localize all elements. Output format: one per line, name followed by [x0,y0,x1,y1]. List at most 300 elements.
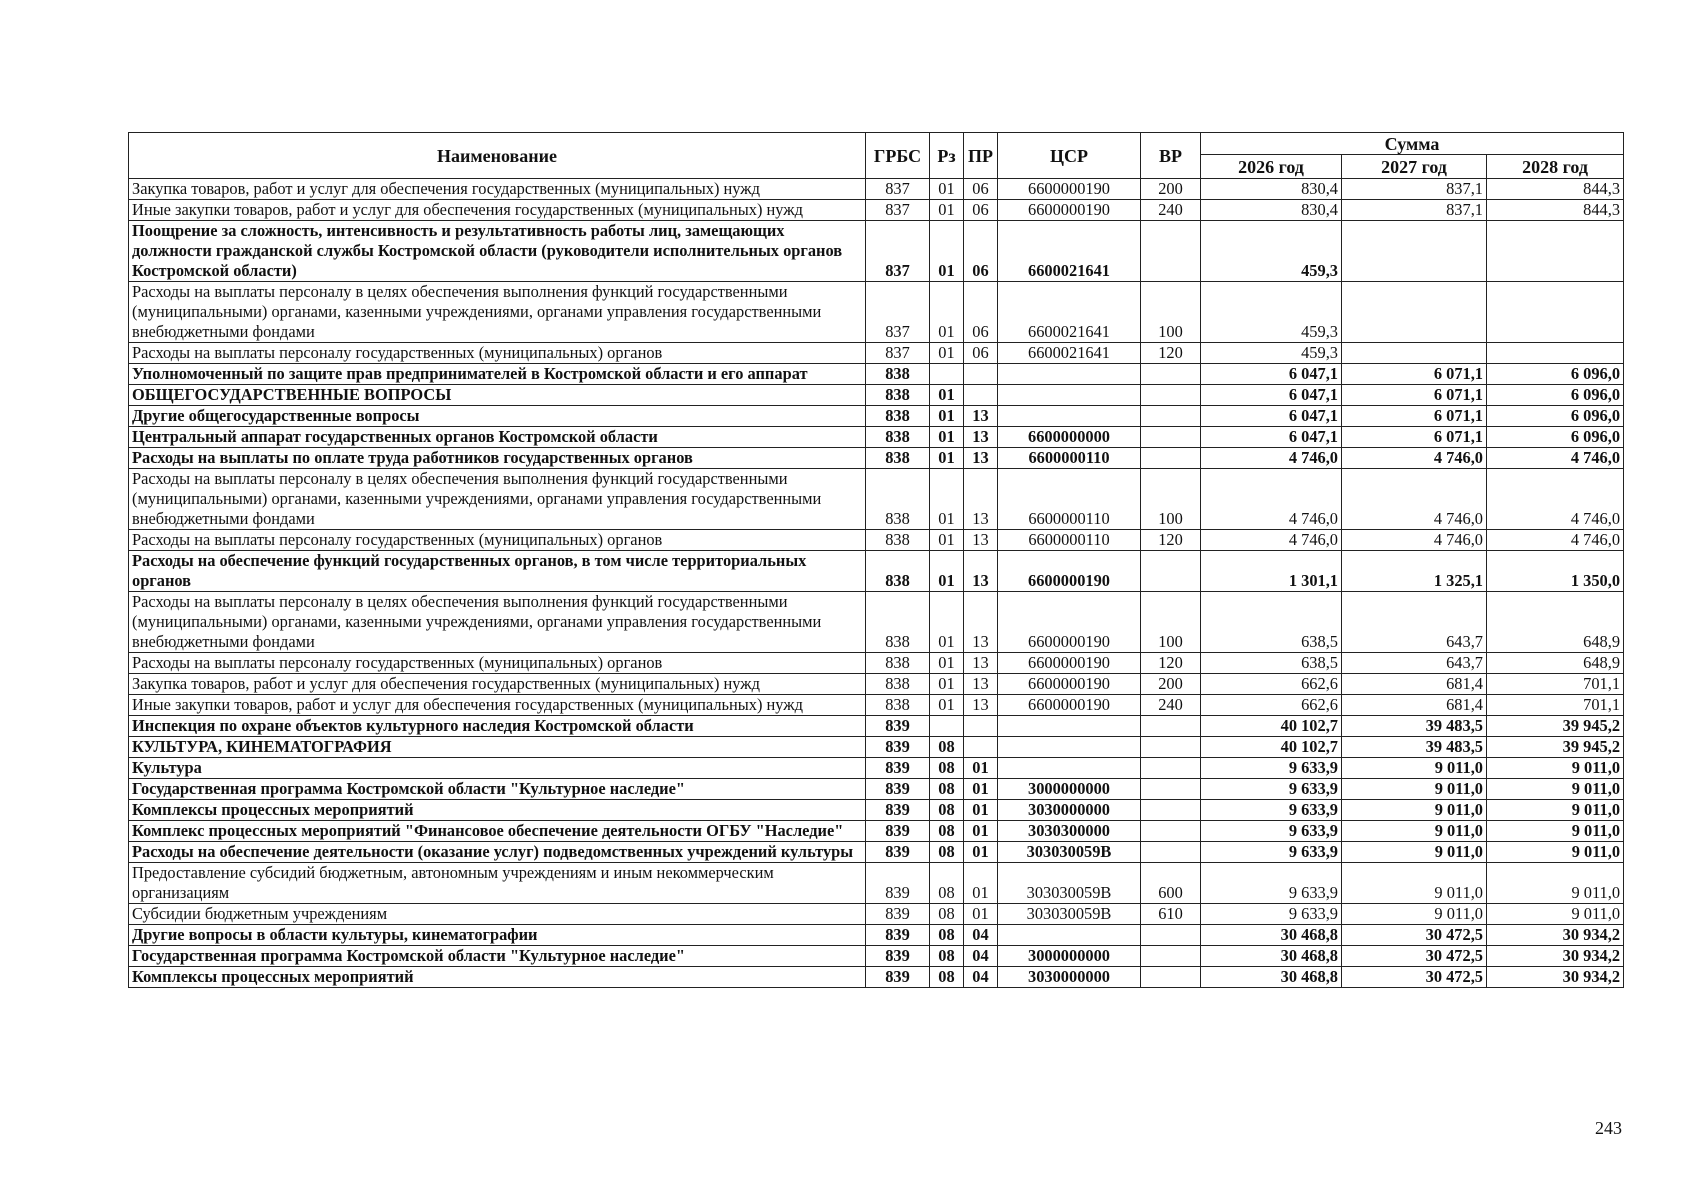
cell-2027: 9 011,0 [1342,779,1487,800]
cell-rz: 01 [930,469,964,530]
cell-csr: 6600000190 [998,592,1141,653]
cell-vr [1141,842,1201,863]
table-row [129,821,1624,842]
table-row [129,946,1624,967]
cell-2028: 9 011,0 [1487,842,1624,863]
cell-vr [1141,946,1201,967]
cell-2028: 30 934,2 [1487,967,1624,988]
cell-2028: 9 011,0 [1487,779,1624,800]
table-row [129,406,1624,427]
cell-grbs: 839 [866,946,930,967]
cell-2027: 643,7 [1342,653,1487,674]
cell-name: Расходы на обеспечение функций государственных органов, в том числе территориальных органов [129,551,866,592]
cell-2027: 6 071,1 [1342,385,1487,406]
table-body [129,179,1624,988]
cell-vr [1141,821,1201,842]
cell-rz: 08 [930,967,964,988]
cell-pr: 13 [964,695,998,716]
cell-2027: 1 325,1 [1342,551,1487,592]
table-row [129,904,1624,925]
table-row [129,364,1624,385]
cell-2027: 9 011,0 [1342,758,1487,779]
cell-2026: 6 047,1 [1201,427,1342,448]
cell-2028: 701,1 [1487,695,1624,716]
cell-name: Расходы на выплаты персоналу в целях обеспечения выполнения функций государственными (муниципальными) органами, казенными учреждениями, органами управления государственными внебюджетными фондами [129,592,866,653]
table-row [129,737,1624,758]
cell-rz: 01 [930,221,964,282]
cell-csr: 3030000000 [998,800,1141,821]
cell-pr: 04 [964,946,998,967]
cell-vr [1141,406,1201,427]
cell-vr [1141,551,1201,592]
cell-pr [964,737,998,758]
cell-grbs: 839 [866,863,930,904]
cell-csr: 6600000190 [998,695,1141,716]
cell-grbs: 838 [866,695,930,716]
cell-2028: 9 011,0 [1487,800,1624,821]
cell-csr: 6600021641 [998,343,1141,364]
cell-pr: 01 [964,904,998,925]
cell-2026: 40 102,7 [1201,716,1342,737]
cell-rz: 08 [930,904,964,925]
cell-rz: 08 [930,925,964,946]
cell-name: Иные закупки товаров, работ и услуг для обеспечения государственных (муниципальных) нужд [129,695,866,716]
cell-name: Субсидии бюджетным учреждениям [129,904,866,925]
header-sum: Сумма [1201,133,1624,155]
cell-rz: 08 [930,842,964,863]
table-row [129,551,1624,592]
cell-pr: 13 [964,551,998,592]
cell-2028: 30 934,2 [1487,925,1624,946]
cell-grbs: 838 [866,406,930,427]
cell-rz: 01 [930,695,964,716]
table-row [129,967,1624,988]
cell-name: ОБЩЕГОСУДАРСТВЕННЫЕ ВОПРОСЫ [129,385,866,406]
cell-grbs: 839 [866,779,930,800]
cell-name: Закупка товаров, работ и услуг для обеспечения государственных (муниципальных) нужд [129,674,866,695]
header-rz: Рз [930,133,964,179]
cell-grbs: 838 [866,385,930,406]
table-row [129,863,1624,904]
cell-csr: 3000000000 [998,946,1141,967]
cell-rz: 01 [930,343,964,364]
cell-rz [930,364,964,385]
cell-grbs: 839 [866,737,930,758]
table-row [129,695,1624,716]
cell-vr: 200 [1141,179,1201,200]
cell-pr: 01 [964,821,998,842]
cell-2028: 6 096,0 [1487,406,1624,427]
cell-2026: 4 746,0 [1201,469,1342,530]
cell-csr: 6600000110 [998,530,1141,551]
cell-2027: 643,7 [1342,592,1487,653]
table-row [129,758,1624,779]
cell-vr [1141,800,1201,821]
cell-rz: 01 [930,592,964,653]
cell-vr [1141,737,1201,758]
cell-rz [930,716,964,737]
cell-name: Инспекция по охране объектов культурного наследия Костромской области [129,716,866,737]
cell-csr: 6600000110 [998,448,1141,469]
cell-grbs: 838 [866,448,930,469]
table-row [129,674,1624,695]
cell-2026: 638,5 [1201,653,1342,674]
cell-2028: 701,1 [1487,674,1624,695]
cell-grbs: 838 [866,469,930,530]
cell-grbs: 839 [866,758,930,779]
cell-rz: 01 [930,427,964,448]
cell-csr: 6600000190 [998,200,1141,221]
header-csr: ЦСР [998,133,1141,179]
cell-csr: 303030059В [998,863,1141,904]
cell-pr: 13 [964,427,998,448]
cell-pr: 06 [964,200,998,221]
table-row [129,653,1624,674]
cell-2026: 1 301,1 [1201,551,1342,592]
header-pr: ПР [964,133,998,179]
cell-csr [998,406,1141,427]
table-row [129,592,1624,653]
cell-name: Расходы на обеспечение деятельности (оказание услуг) подведомственных учреждений культуры [129,842,866,863]
cell-2027: 9 011,0 [1342,863,1487,904]
cell-pr: 01 [964,842,998,863]
cell-name: Комплекс процессных мероприятий "Финансовое обеспечение деятельности ОГБУ "Наследие" [129,821,866,842]
cell-2027: 6 071,1 [1342,364,1487,385]
cell-pr: 01 [964,779,998,800]
cell-2026: 9 633,9 [1201,842,1342,863]
table-row [129,530,1624,551]
cell-2027: 9 011,0 [1342,800,1487,821]
cell-grbs: 838 [866,551,930,592]
cell-name: Государственная программа Костромской области "Культурное наследие" [129,779,866,800]
cell-2027: 681,4 [1342,695,1487,716]
cell-2028: 4 746,0 [1487,448,1624,469]
cell-2027: 4 746,0 [1342,530,1487,551]
header-year-2027: 2027 год [1342,155,1487,179]
cell-rz: 08 [930,779,964,800]
cell-2026: 30 468,8 [1201,925,1342,946]
cell-2028: 1 350,0 [1487,551,1624,592]
cell-2027: 4 746,0 [1342,448,1487,469]
cell-vr: 240 [1141,200,1201,221]
cell-2027: 30 472,5 [1342,925,1487,946]
cell-pr: 13 [964,653,998,674]
cell-2028: 9 011,0 [1487,821,1624,842]
cell-grbs: 839 [866,904,930,925]
cell-vr [1141,779,1201,800]
table-row [129,427,1624,448]
cell-rz: 01 [930,200,964,221]
cell-csr: 3000000000 [998,779,1141,800]
cell-pr [964,385,998,406]
cell-vr [1141,716,1201,737]
cell-name: Предоставление субсидий бюджетным, автономным учреждениям и иным некоммерческим организациям [129,863,866,904]
cell-rz: 08 [930,821,964,842]
cell-pr: 01 [964,863,998,904]
cell-2028: 6 096,0 [1487,385,1624,406]
cell-csr [998,364,1141,385]
table-row [129,925,1624,946]
cell-2026: 9 633,9 [1201,863,1342,904]
table-row [129,800,1624,821]
cell-pr: 06 [964,179,998,200]
cell-2028: 9 011,0 [1487,904,1624,925]
cell-grbs: 837 [866,221,930,282]
cell-csr [998,925,1141,946]
cell-vr [1141,925,1201,946]
cell-2028: 4 746,0 [1487,469,1624,530]
table-row [129,179,1624,200]
cell-2028: 6 096,0 [1487,427,1624,448]
cell-rz: 01 [930,448,964,469]
cell-pr: 06 [964,282,998,343]
cell-vr: 120 [1141,530,1201,551]
cell-2028 [1487,343,1624,364]
cell-2028: 844,3 [1487,179,1624,200]
cell-2027: 6 071,1 [1342,427,1487,448]
cell-2028: 39 945,2 [1487,737,1624,758]
cell-grbs: 838 [866,653,930,674]
header-name: Наименование [129,133,866,179]
cell-pr: 04 [964,967,998,988]
cell-2027: 6 071,1 [1342,406,1487,427]
cell-2028 [1487,221,1624,282]
cell-rz: 01 [930,653,964,674]
cell-2026: 459,3 [1201,221,1342,282]
table-row [129,343,1624,364]
cell-pr: 01 [964,800,998,821]
table-row [129,282,1624,343]
cell-csr [998,758,1141,779]
cell-vr: 240 [1141,695,1201,716]
cell-pr: 13 [964,592,998,653]
cell-grbs: 838 [866,674,930,695]
cell-pr: 13 [964,674,998,695]
table-row [129,469,1624,530]
cell-grbs: 839 [866,925,930,946]
cell-2026: 30 468,8 [1201,946,1342,967]
cell-2026: 6 047,1 [1201,406,1342,427]
cell-pr [964,716,998,737]
header-vr: ВР [1141,133,1201,179]
cell-grbs: 839 [866,821,930,842]
cell-grbs: 838 [866,530,930,551]
cell-vr: 610 [1141,904,1201,925]
table-row [129,779,1624,800]
cell-csr: 303030059В [998,842,1141,863]
cell-csr [998,716,1141,737]
header-year-2028: 2028 год [1487,155,1624,179]
cell-name: Расходы на выплаты персоналу государственных (муниципальных) органов [129,343,866,364]
cell-rz: 01 [930,406,964,427]
cell-pr: 13 [964,469,998,530]
cell-name: Расходы на выплаты персоналу в целях обеспечения выполнения функций государственными (муниципальными) органами, казенными учреждениями, органами управления государственными внебюджетными фондами [129,282,866,343]
cell-name: Государственная программа Костромской области "Культурное наследие" [129,946,866,967]
cell-pr: 06 [964,343,998,364]
cell-name: Уполномоченный по защите прав предпринимателей в Костромской области и его аппарат [129,364,866,385]
cell-name: Культура [129,758,866,779]
cell-2028: 6 096,0 [1487,364,1624,385]
cell-2026: 638,5 [1201,592,1342,653]
cell-name: Расходы на выплаты по оплате труда работников государственных органов [129,448,866,469]
cell-pr: 06 [964,221,998,282]
cell-2026: 662,6 [1201,695,1342,716]
budget-table [128,132,1624,988]
cell-2028: 9 011,0 [1487,863,1624,904]
cell-pr: 04 [964,925,998,946]
cell-2026: 9 633,9 [1201,758,1342,779]
cell-vr [1141,967,1201,988]
cell-name: Закупка товаров, работ и услуг для обеспечения государственных (муниципальных) нужд [129,179,866,200]
cell-grbs: 839 [866,842,930,863]
cell-2026: 30 468,8 [1201,967,1342,988]
cell-name: Другие вопросы в области культуры, кинематографии [129,925,866,946]
cell-name: Другие общегосударственные вопросы [129,406,866,427]
cell-2027: 4 746,0 [1342,469,1487,530]
cell-grbs: 838 [866,427,930,448]
cell-rz: 08 [930,737,964,758]
cell-vr [1141,427,1201,448]
cell-grbs: 839 [866,716,930,737]
cell-vr [1141,221,1201,282]
cell-vr: 200 [1141,674,1201,695]
cell-csr [998,385,1141,406]
cell-name: Комплексы процессных мероприятий [129,967,866,988]
cell-csr: 6600000190 [998,179,1141,200]
cell-2027: 9 011,0 [1342,842,1487,863]
cell-2026: 9 633,9 [1201,821,1342,842]
table-row [129,716,1624,737]
cell-pr: 13 [964,448,998,469]
cell-2028: 30 934,2 [1487,946,1624,967]
cell-2027: 837,1 [1342,179,1487,200]
cell-2027 [1342,343,1487,364]
cell-2026: 830,4 [1201,179,1342,200]
cell-csr: 6600000110 [998,469,1141,530]
table-row [129,842,1624,863]
cell-rz: 01 [930,179,964,200]
cell-vr: 120 [1141,653,1201,674]
cell-2026: 6 047,1 [1201,364,1342,385]
cell-vr: 120 [1141,343,1201,364]
cell-2027: 39 483,5 [1342,737,1487,758]
cell-name: Расходы на выплаты персоналу государственных (муниципальных) органов [129,653,866,674]
cell-vr: 100 [1141,282,1201,343]
cell-csr: 3030000000 [998,967,1141,988]
cell-vr [1141,448,1201,469]
cell-name: Центральный аппарат государственных органов Костромской области [129,427,866,448]
cell-rz: 01 [930,282,964,343]
cell-csr: 3030300000 [998,821,1141,842]
cell-grbs: 838 [866,364,930,385]
table-row [129,221,1624,282]
cell-2026: 662,6 [1201,674,1342,695]
cell-2028: 648,9 [1487,592,1624,653]
cell-2028: 648,9 [1487,653,1624,674]
table-row [129,448,1624,469]
cell-rz: 08 [930,800,964,821]
header-year-2026: 2026 год [1201,155,1342,179]
cell-2027 [1342,282,1487,343]
cell-2026: 4 746,0 [1201,530,1342,551]
cell-2026: 4 746,0 [1201,448,1342,469]
cell-name: Расходы на выплаты персоналу государственных (муниципальных) органов [129,530,866,551]
table-row [129,385,1624,406]
cell-2028: 844,3 [1487,200,1624,221]
cell-pr: 01 [964,758,998,779]
cell-csr: 6600021641 [998,282,1141,343]
cell-pr: 13 [964,406,998,427]
cell-csr: 303030059В [998,904,1141,925]
cell-rz: 08 [930,758,964,779]
cell-2027: 30 472,5 [1342,946,1487,967]
cell-name: Расходы на выплаты персоналу в целях обеспечения выполнения функций государственными (муниципальными) органами, казенными учреждениями, органами управления государственными внебюджетными фондами [129,469,866,530]
cell-vr: 600 [1141,863,1201,904]
cell-2026: 6 047,1 [1201,385,1342,406]
cell-csr: 6600000190 [998,653,1141,674]
cell-vr: 100 [1141,469,1201,530]
cell-2026: 459,3 [1201,343,1342,364]
cell-2027: 9 011,0 [1342,904,1487,925]
cell-pr [964,364,998,385]
cell-2027: 9 011,0 [1342,821,1487,842]
cell-vr: 100 [1141,592,1201,653]
cell-csr: 6600000000 [998,427,1141,448]
cell-vr [1141,364,1201,385]
cell-2028 [1487,282,1624,343]
cell-rz: 01 [930,385,964,406]
cell-rz: 01 [930,530,964,551]
cell-2026: 40 102,7 [1201,737,1342,758]
cell-csr: 6600000190 [998,674,1141,695]
cell-2026: 459,3 [1201,282,1342,343]
cell-2026: 9 633,9 [1201,800,1342,821]
cell-2027: 681,4 [1342,674,1487,695]
cell-csr: 6600021641 [998,221,1141,282]
cell-2027 [1342,221,1487,282]
cell-vr [1141,385,1201,406]
cell-2027: 30 472,5 [1342,967,1487,988]
cell-name: Иные закупки товаров, работ и услуг для обеспечения государственных (муниципальных) нужд [129,200,866,221]
cell-rz: 01 [930,551,964,592]
cell-grbs: 839 [866,967,930,988]
cell-2028: 39 945,2 [1487,716,1624,737]
cell-2026: 9 633,9 [1201,904,1342,925]
cell-grbs: 839 [866,800,930,821]
cell-csr [998,737,1141,758]
page-number: 243 [1595,1118,1622,1138]
cell-2028: 4 746,0 [1487,530,1624,551]
cell-2027: 837,1 [1342,200,1487,221]
cell-name: КУЛЬТУРА, КИНЕМАТОГРАФИЯ [129,737,866,758]
cell-rz: 08 [930,946,964,967]
header-grbs: ГРБС [866,133,930,179]
cell-pr: 13 [964,530,998,551]
cell-2028: 9 011,0 [1487,758,1624,779]
table-row [129,200,1624,221]
cell-vr [1141,758,1201,779]
cell-grbs: 837 [866,282,930,343]
cell-name: Поощрение за сложность, интенсивность и результативность работы лиц, замещающих должности гражданской службы Костромской области (руководители исполнительных органов Костромской области) [129,221,866,282]
cell-grbs: 837 [866,343,930,364]
cell-grbs: 837 [866,179,930,200]
cell-2027: 39 483,5 [1342,716,1487,737]
cell-csr: 6600000190 [998,551,1141,592]
cell-grbs: 837 [866,200,930,221]
cell-2026: 9 633,9 [1201,779,1342,800]
cell-name: Комплексы процессных мероприятий [129,800,866,821]
cell-rz: 08 [930,863,964,904]
